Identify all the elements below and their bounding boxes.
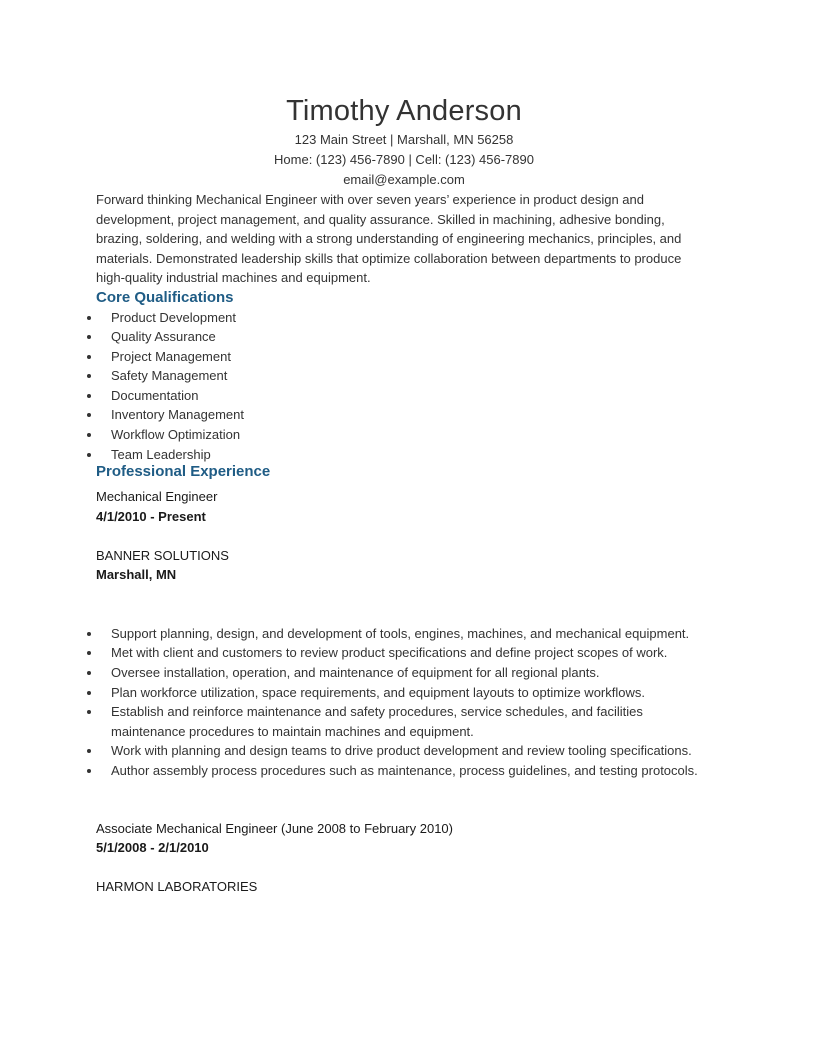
duty-text: Met with client and customers to review product specifications and define project scopes of work. xyxy=(111,645,668,661)
bullet-icon xyxy=(87,355,91,359)
duty-item xyxy=(96,761,712,781)
candidate-name: Timothy Anderson xyxy=(286,95,522,127)
qualification-item xyxy=(96,327,712,347)
duty-item xyxy=(96,624,712,644)
job-title: Associate Mechanical Engineer (June 2008 to February 2010) xyxy=(96,820,453,836)
duty-item xyxy=(96,663,712,683)
qualification-item xyxy=(96,366,712,386)
qualification-text: Quality Assurance xyxy=(111,329,216,345)
bullet-icon xyxy=(87,316,91,320)
company-name: BANNER SOLUTIONS xyxy=(96,547,229,563)
bullet-icon xyxy=(87,632,91,636)
duty-item xyxy=(96,683,712,703)
phone-line: Home: (123) 456-7890 | Cell: (123) 456-7890 xyxy=(274,152,534,167)
duty-item xyxy=(96,702,712,741)
resume-page xyxy=(96,92,712,897)
address-line: 123 Main Street | Marshall, MN 56258 xyxy=(294,132,514,147)
professional-experience-heading: Professional Experience xyxy=(96,463,271,481)
bullet-icon xyxy=(87,651,91,655)
company-name: HARMON LABORATORIES xyxy=(96,879,258,894)
bullet-icon xyxy=(87,335,91,339)
bullet-icon xyxy=(87,433,91,437)
bullet-icon xyxy=(87,453,91,457)
qualification-text: Safety Management xyxy=(111,368,228,384)
qualification-item xyxy=(96,425,712,445)
qualification-text: Product Development xyxy=(111,309,237,325)
qualification-text: Team Leadership xyxy=(111,446,211,462)
bullet-icon xyxy=(87,374,91,378)
qualification-text: Inventory Management xyxy=(111,407,244,423)
qualification-text: Workflow Optimization xyxy=(111,427,241,443)
duty-text: Establish and reinforce maintenance and safety procedures, service schedules, and facilities maintenance procedures to maintain machines and equipment. xyxy=(111,704,643,739)
bullet-icon xyxy=(87,671,91,675)
company-location: Marshall, MN xyxy=(96,567,177,583)
duty-text: Author assembly process procedures such as maintenance, process guidelines, and testing protocols. xyxy=(111,762,698,778)
bullet-icon xyxy=(87,769,91,773)
qualification-item xyxy=(96,445,712,465)
duty-item xyxy=(96,741,712,761)
job-duties-list xyxy=(96,624,712,781)
bullet-icon xyxy=(87,394,91,398)
qualification-item xyxy=(96,405,712,425)
duty-item xyxy=(96,643,712,663)
job-entry xyxy=(96,819,712,897)
bullet-icon xyxy=(87,413,91,417)
duty-text: Support planning, design, and development of tools, engines, machines, and mechanical equipment. xyxy=(111,625,690,641)
job-title: Mechanical Engineer xyxy=(96,489,218,505)
email-line: email@example.com xyxy=(343,172,465,187)
duty-text: Oversee installation, operation, and maintenance of equipment for all regional plants. xyxy=(111,664,600,680)
qualifications-list xyxy=(96,308,712,465)
job-entry xyxy=(96,487,712,780)
duty-text: Work with planning and design teams to drive product development and review tooling specifications. xyxy=(111,743,692,759)
job-dates: 5/1/2008 - 2/1/2010 xyxy=(96,840,209,855)
core-qualifications-heading: Core Qualifications xyxy=(96,288,234,306)
qualification-item xyxy=(96,347,712,367)
professional-summary: Forward thinking Mechanical Engineer with over seven years’ experience in product design and development, project management, and quality assurance. Skilled in machining, adhesive bonding, brazing, soldering, and welding with a strong understanding of engineering mechanics, principles, and materials. Demonstrated leadership skills that optimize collaboration between departments to produce high-quality industrial machines and equipment. xyxy=(96,192,682,285)
qualification-text: Documentation xyxy=(111,387,199,403)
qualification-item xyxy=(96,308,712,328)
qualification-item xyxy=(96,386,712,406)
bullet-icon xyxy=(87,691,91,695)
bullet-icon xyxy=(87,710,91,714)
qualification-text: Project Management xyxy=(111,348,231,364)
bullet-icon xyxy=(87,749,91,753)
job-dates: 4/1/2010 - Present xyxy=(96,508,206,524)
duty-text: Plan workforce utilization, space requirements, and equipment layouts to optimize workflows. xyxy=(111,684,645,700)
